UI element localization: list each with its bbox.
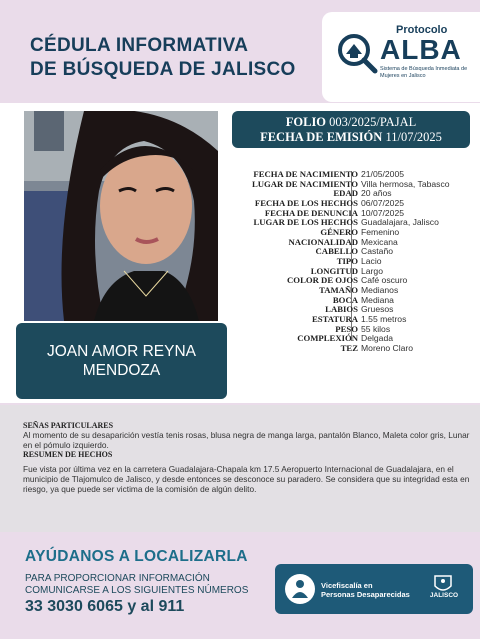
vice-line-2: Personas Desaparecidas: [321, 590, 410, 599]
detail-value: Medianos: [361, 284, 399, 295]
detail-label: LONGITUD: [310, 265, 358, 276]
detail-value: Delgada: [361, 333, 394, 344]
detail-label: ESTATURA: [311, 313, 358, 324]
person-name-box: [16, 323, 227, 399]
detail-label: FECHA DE DENUNCIA: [264, 207, 358, 218]
detail-value: Mexicana: [361, 236, 398, 247]
resumen-text: Fue vista por última vez en la carretera Guadalajara-Chapala km 17.5 Aeropuerto Internacional de Guadalajara, en el municipio de Tlajomulco de Jalisco, y desde entonces se desconoce su paradero. Se considera que su integridad esta en riesgo, ya que puede ser victima de la comisión de algún delito.: [23, 464, 470, 494]
alba-logo-box: [322, 12, 480, 102]
detail-value: Lacio: [361, 255, 382, 266]
emision-label: FECHA DE EMISIÓN: [260, 130, 383, 144]
person-name-line-1: JOAN AMOR REYNA: [47, 343, 196, 360]
detail-label: FECHA DE NACIMIENTO: [253, 169, 358, 179]
detail-value: 1.55 metros: [361, 313, 407, 324]
folio-box: [232, 111, 470, 148]
help-title: AYÚDANOS A LOCALIZARLA: [25, 548, 248, 565]
contact-phone: 33 3030 6065 y al 911: [25, 598, 185, 615]
header: [0, 0, 480, 103]
brand-name: ALBA: [380, 34, 462, 65]
detail-value: 20 años: [361, 188, 392, 199]
detail-value: 06/07/2025: [361, 197, 405, 208]
detail-label: GÉNERO: [320, 226, 358, 237]
senas-text: Al momento de su desaparición vestía tenis rosas, blusa negra de manga larga, pantalón Blanco, Maleta color gris, Lunar en el pómulo izquierdo.: [23, 430, 470, 450]
title-line-2: DE BÚSQUEDA DE JALISCO: [30, 59, 296, 80]
description-section: [0, 405, 480, 532]
vicefiscalia-badge: [275, 564, 473, 614]
detail-value: 21/05/2005: [361, 169, 405, 179]
folio-value: 003/2025/PAJAL: [329, 115, 417, 129]
title-line-1: CÉDULA INFORMATIVA: [30, 35, 249, 56]
detail-label: LABIOS: [325, 304, 358, 315]
detail-label: PESO: [335, 323, 358, 334]
detail-value: 10/07/2025: [361, 207, 405, 218]
emision-value: 11/07/2025: [385, 130, 442, 144]
detail-label: BOCA: [332, 294, 358, 305]
detail-value: Mediana: [361, 294, 394, 305]
detail-label: NACIONALIDAD: [288, 236, 358, 247]
emision-line: [232, 130, 470, 145]
jalisco-label: JALISCO: [429, 592, 459, 599]
help-line-1: PARA PROPORCIONAR INFORMACIÓN: [25, 573, 210, 584]
detail-label: TEZ: [340, 342, 358, 353]
detail-label: COMPLEXIÓN: [297, 333, 358, 344]
resumen-heading: RESUMEN DE HECHOS: [23, 450, 113, 459]
help-line-2: COMUNICARSE A LOS SIGUIENTES NÚMEROS: [25, 585, 249, 596]
jalisco-crest-icon: [421, 572, 465, 608]
detail-label: CABELLO: [315, 246, 358, 257]
detail-label: COLOR DE OJOS: [287, 275, 358, 286]
details-table: [232, 170, 472, 353]
vicefiscalia-icon: [285, 574, 315, 604]
person-name-line-2: MENDOZA: [82, 362, 161, 379]
person-photo: [24, 111, 218, 321]
brand-subtitle: Sistema de Búsqueda Inmediata de Mujeres en Jalisco: [380, 66, 468, 79]
detail-value: Moreno Claro: [361, 342, 414, 353]
detail-label: TAMAÑO: [319, 284, 358, 295]
vicefiscalia-label: [321, 581, 410, 599]
photo-image: [24, 111, 218, 321]
brand-protocolo: Protocolo: [396, 24, 448, 36]
folio-line: [232, 115, 470, 130]
detail-value: Largo: [361, 265, 383, 276]
detail-value: Femenino: [361, 226, 400, 237]
detail-row: [232, 344, 472, 354]
detail-value: Guadalajara, Jalisco: [361, 217, 439, 228]
folio-label: FOLIO: [285, 115, 327, 129]
detail-label: EDAD: [333, 188, 358, 199]
help-text: [25, 573, 265, 597]
detail-value: Gruesos: [361, 304, 394, 315]
detail-value: Café oscuro: [361, 275, 408, 286]
footer: [0, 532, 480, 639]
senas-heading: SEÑAS PARTICULARES: [23, 421, 114, 430]
detail-label: LUGAR DE NACIMIENTO: [251, 178, 358, 189]
detail-label: FECHA DE LOS HECHOS: [254, 197, 358, 208]
detail-value: Villa hermosa, Tabasco: [361, 178, 450, 189]
detail-value: 55 kilos: [361, 323, 391, 334]
vice-line-1: Vicefiscalía en: [321, 581, 373, 590]
detail-label: TIPO: [336, 255, 358, 266]
alba-search-icon: [336, 32, 378, 74]
detail-value: Castaño: [361, 246, 394, 257]
page-title: [30, 34, 310, 82]
detail-label: LUGAR DE LOS HECHOS: [253, 217, 358, 228]
